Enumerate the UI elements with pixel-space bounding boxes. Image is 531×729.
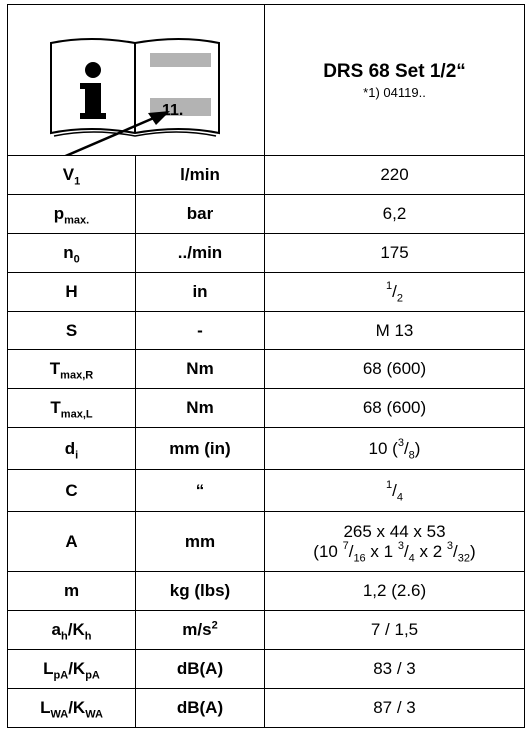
spec-row: [8, 350, 525, 389]
value-suffix: ): [414, 438, 421, 458]
symbol-subscript: i: [75, 448, 79, 461]
inch-fraction: [446, 539, 471, 564]
symbol-subscript: pA: [53, 669, 69, 682]
unit-text: Nm: [186, 398, 214, 417]
spec-value: [265, 350, 525, 389]
spec-value: [265, 572, 525, 611]
manual-info-book-icon: [8, 5, 266, 155]
inch-part: x 2: [414, 541, 447, 561]
fraction-denominator: 8: [408, 448, 415, 461]
symbol-subscript: max.: [64, 214, 90, 227]
value-text: 175: [380, 243, 409, 262]
inch-part: x 1: [365, 541, 398, 561]
spec-unit: [136, 195, 265, 234]
value-line: [265, 620, 524, 640]
fraction-slash: /: [453, 541, 458, 561]
spec-value: [265, 650, 525, 689]
spec-table: [7, 4, 525, 728]
spec-row: [8, 428, 525, 470]
fraction-denominator: 2: [396, 292, 403, 305]
value-line: [265, 165, 524, 185]
spec-row: [8, 470, 525, 512]
value-text: 1,2 (2.6): [362, 581, 427, 600]
fraction-denominator: 32: [457, 551, 471, 564]
spec-symbol: [8, 650, 136, 689]
symbol-base: T: [50, 398, 61, 417]
spec-unit: [136, 156, 265, 195]
symbol-second: /K: [68, 659, 86, 678]
spec-row: [8, 389, 525, 428]
symbol-base: a: [51, 620, 61, 639]
model-subtitle: *1) 04119..: [363, 84, 426, 100]
value-line: [265, 698, 524, 718]
unit-text: mm: [184, 531, 216, 551]
symbol-base: m: [63, 581, 80, 600]
spec-unit: [136, 428, 265, 470]
spec-unit: [136, 312, 265, 350]
value-text: 265 x 44 x 53: [343, 521, 446, 541]
spec-symbol: [8, 234, 136, 273]
fraction-numerator: 1: [386, 280, 393, 293]
inch-fraction: [397, 539, 415, 564]
value-fraction: [397, 436, 415, 461]
spec-symbol: [8, 389, 136, 428]
symbol-subscript: max,L: [60, 408, 93, 421]
spec-symbol: [8, 350, 136, 389]
spec-symbol: [8, 156, 136, 195]
fraction-numerator: 3: [397, 539, 404, 552]
spec-value: [265, 195, 525, 234]
spec-value: [265, 389, 525, 428]
spec-symbol: [8, 611, 136, 650]
spec-row: [8, 611, 525, 650]
spec-value: [265, 156, 525, 195]
spec-unit: [136, 234, 265, 273]
symbol-base: p: [53, 204, 65, 223]
value-line: [265, 359, 524, 379]
spec-value: [265, 273, 525, 312]
unit-text: Nm: [186, 359, 214, 378]
spec-row: [8, 195, 525, 234]
unit-text: “: [195, 480, 205, 500]
unit-text: dB(A): [176, 659, 224, 678]
unit-text: bar: [186, 204, 214, 223]
value-line: [265, 478, 524, 503]
symbol-second-subscript: pA: [85, 669, 100, 682]
value-line: [265, 321, 524, 341]
spec-value: [265, 512, 525, 572]
symbol-base: A: [65, 531, 78, 551]
spec-value: [265, 234, 525, 273]
value-text: 83 / 3: [373, 659, 416, 678]
unit-text: kg (lbs): [169, 581, 231, 600]
fraction-slash: /: [392, 282, 397, 301]
symbol-subscript: 0: [73, 253, 80, 266]
unit-superscript: 2: [211, 619, 218, 632]
spec-value: [265, 470, 525, 512]
fraction-numerator: 7: [342, 539, 349, 552]
symbol-second: /K: [67, 620, 85, 639]
value-line-inches: [265, 539, 524, 564]
spec-unit: [136, 389, 265, 428]
spec-row: [8, 650, 525, 689]
spec-symbol: [8, 273, 136, 312]
symbol-base: L: [43, 659, 54, 678]
symbol-subscript: max,R: [60, 369, 94, 382]
spec-value: [265, 689, 525, 728]
spec-symbol: [8, 312, 136, 350]
fraction-slash: /: [348, 541, 354, 561]
unit-text: l/min: [180, 165, 220, 184]
unit-text: mm (in): [169, 438, 231, 458]
spec-row: [8, 273, 525, 312]
symbol-base: H: [65, 282, 78, 301]
spec-row: [8, 234, 525, 273]
fraction-slash: /: [403, 541, 409, 561]
symbol-second: /K: [68, 698, 86, 717]
symbol-second-subscript: WA: [85, 708, 103, 721]
spec-row: [8, 312, 525, 350]
symbol-second-subscript: h: [84, 630, 92, 643]
spec-symbol: [8, 428, 136, 470]
symbol-subscript: h: [61, 630, 68, 643]
unit-text: dB(A): [176, 698, 224, 717]
spec-row: [8, 156, 525, 195]
value-line: [265, 522, 524, 542]
fraction-slash: /: [392, 480, 397, 500]
value-text: 68 (600): [362, 398, 427, 417]
unit-text: m/s: [182, 620, 212, 639]
spec-unit: [136, 273, 265, 312]
inch-part: ): [470, 541, 476, 561]
model-title: DRS 68 Set 1/2“: [323, 60, 466, 82]
value-line: [265, 398, 524, 418]
spec-value: [265, 312, 525, 350]
unit-text: in: [192, 282, 208, 301]
value-text: 220: [380, 165, 409, 184]
value-text: 7 / 1,5: [370, 620, 419, 639]
value-line: [265, 243, 524, 263]
symbol-base: L: [40, 698, 51, 717]
spec-unit: [136, 689, 265, 728]
symbol-base: d: [64, 438, 76, 458]
unit-text: ../min: [177, 243, 223, 262]
info-icon-cell: [8, 5, 265, 156]
spec-symbol: [8, 689, 136, 728]
value-text: 87 / 3: [373, 698, 416, 717]
value-line: [265, 581, 524, 601]
fraction-denominator: 16: [353, 551, 366, 564]
symbol-base: S: [65, 320, 78, 340]
fraction-numerator: 1: [386, 478, 393, 491]
value-fraction: [386, 280, 403, 305]
spec-value: [265, 611, 525, 650]
spec-unit: [136, 512, 265, 572]
value-fraction: [386, 478, 403, 503]
value-line: [265, 659, 524, 679]
fraction-numerator: 3: [446, 539, 454, 552]
value-prefix: 10 (: [368, 438, 398, 458]
value-text: 68 (600): [362, 359, 427, 378]
spec-value: [265, 428, 525, 470]
spec-row: [8, 572, 525, 611]
value-text: M 13: [375, 320, 414, 340]
symbol-subscript: WA: [50, 708, 69, 721]
page-reference: 11.: [162, 102, 184, 119]
model-title-cell: [265, 5, 525, 156]
value-line: [265, 204, 524, 224]
fraction-slash: /: [403, 438, 409, 458]
symbol-subscript: 1: [74, 175, 81, 188]
symbol-base: n: [63, 243, 74, 262]
spec-unit: [136, 650, 265, 689]
symbol-base: C: [65, 480, 78, 500]
spec-symbol: [8, 470, 136, 512]
fraction-denominator: 4: [408, 551, 415, 564]
unit-text: -: [197, 320, 203, 340]
spec-symbol: [8, 572, 136, 611]
symbol-base: V: [62, 165, 75, 184]
value-text: 6,2: [382, 204, 407, 223]
spec-unit: [136, 572, 265, 611]
header-row: [8, 5, 525, 156]
spec-symbol: [8, 195, 136, 234]
inch-part: (10: [313, 541, 343, 561]
symbol-base: T: [49, 359, 61, 378]
inch-fraction: [342, 539, 366, 564]
value-line: [265, 280, 524, 305]
spec-symbol: [8, 512, 136, 572]
fraction-denominator: 4: [396, 490, 403, 503]
value-line: [265, 436, 524, 461]
fraction-numerator: 3: [397, 436, 404, 449]
spec-unit: [136, 470, 265, 512]
spec-unit: [136, 611, 265, 650]
spec-unit: [136, 350, 265, 389]
spec-row: [8, 689, 525, 728]
spec-row: [8, 512, 525, 572]
